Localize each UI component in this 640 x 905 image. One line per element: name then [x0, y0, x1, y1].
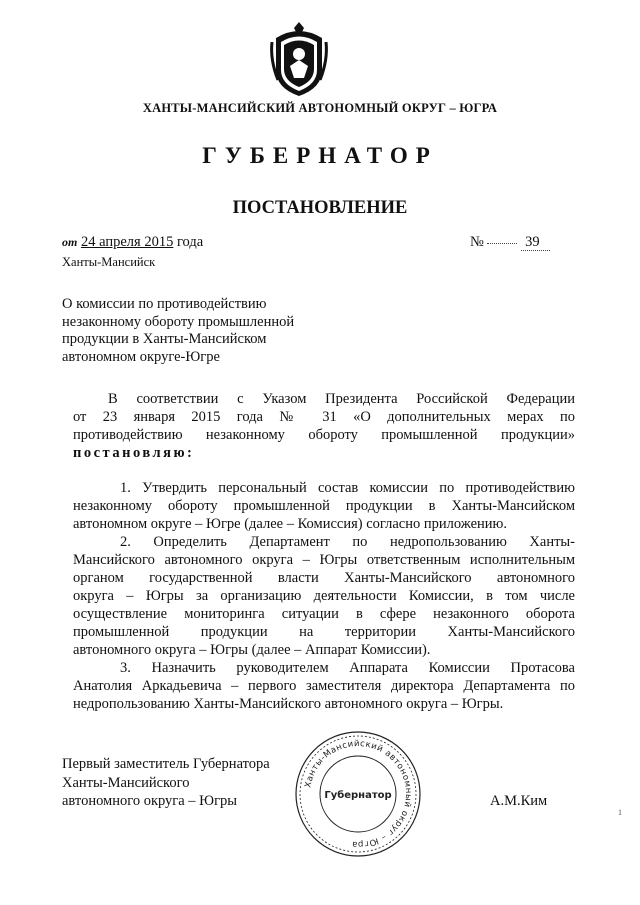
preamble-line: В соответствии с Указом Президента Российской Федерации — [108, 391, 575, 407]
signatory-position — [62, 755, 270, 811]
position-line: Ханты-Мансийского — [62, 774, 190, 791]
document-subject — [62, 296, 362, 366]
margin-mark: 1 — [618, 808, 622, 817]
document-type: ПОСТАНОВЛЕНИЕ — [232, 198, 408, 218]
seal-center-text: Губернатор — [324, 790, 392, 801]
subject-line: О комиссии по противодействию — [62, 296, 267, 312]
subject-line: автономном округе-Югре — [62, 348, 220, 365]
item-2-line: 2. Определить Департамент по недропользованию Ханты- — [120, 534, 575, 550]
item-3-line: 3. Назначить руководителем Аппарата Комиссии Протасова — [120, 660, 575, 676]
preamble — [73, 390, 575, 462]
authority-title: ГУБЕРНАТОР — [202, 143, 438, 168]
position-line: автономного округа – Югры — [62, 793, 238, 809]
item-2-line: осуществление мониторинга ситуации в сфере незаконного оборота — [73, 606, 575, 622]
resolve-word: постановляю: — [73, 445, 195, 461]
item-2-line: органом государственной власти Ханты-Мансийского автономного — [73, 570, 575, 586]
subject-line: незаконному обороту промышленной — [62, 313, 295, 330]
date-value: 24 апреля 2015 — [80, 234, 174, 250]
resolution-items — [73, 479, 575, 713]
preamble-line: от 23 января 2015 года № 31 «О дополнительных мерах по — [73, 409, 575, 425]
item-2-line: округа – Югры за организацию деятельности Комиссии, в том числе — [73, 588, 575, 604]
signatory-name: А.М.Ким — [490, 793, 548, 809]
preamble-line: противодействию незаконному обороту промышленной продукции» — [73, 427, 575, 443]
item-1-line: незаконному обороту промышленной продукции в Ханты-Мансийском — [73, 498, 575, 514]
item-1-line: автономном округе – Югре (далее – Комиссия) согласно приложению. — [73, 516, 507, 532]
item-2-line: промышленной продукции на территории Ханты-Мансийского — [73, 624, 575, 640]
document-date — [62, 234, 203, 251]
document-number — [470, 234, 550, 251]
item-2-line: автономного округа – Югры (далее – Аппарат Комиссии). — [73, 642, 431, 658]
position-line: Первый заместитель Губернатора — [62, 756, 270, 772]
city: Ханты-Мансийск — [62, 255, 156, 269]
item-3-line: недропользованию Ханты-Мансийского автономного округа – Югры. — [73, 696, 504, 712]
number-value: 39 — [521, 234, 550, 251]
coat-of-arms-emblem — [268, 20, 330, 100]
number-dots — [487, 243, 517, 244]
item-3-line: Анатолия Аркадьевича – первого заместителя директора Департамента по — [73, 678, 575, 694]
seal-ring-text: Ханты-Мансийский автономный округ – Югра — [303, 738, 414, 850]
date-prefix: от — [62, 235, 78, 249]
official-seal — [292, 728, 424, 860]
item-2-line: Мансийского автономного округа – Югры ответственным исполнительным — [73, 552, 575, 568]
date-suffix: года — [176, 234, 204, 250]
region-title: ХАНТЫ-МАНСИЙСКИЙ АВТОНОМНЫЙ ОКРУГ – ЮГРА — [142, 101, 498, 115]
number-label: № — [470, 234, 484, 250]
item-1-line: 1. Утвердить персональный состав комиссии по противодействию — [120, 480, 575, 496]
subject-line: продукции в Ханты-Мансийском — [62, 331, 267, 347]
